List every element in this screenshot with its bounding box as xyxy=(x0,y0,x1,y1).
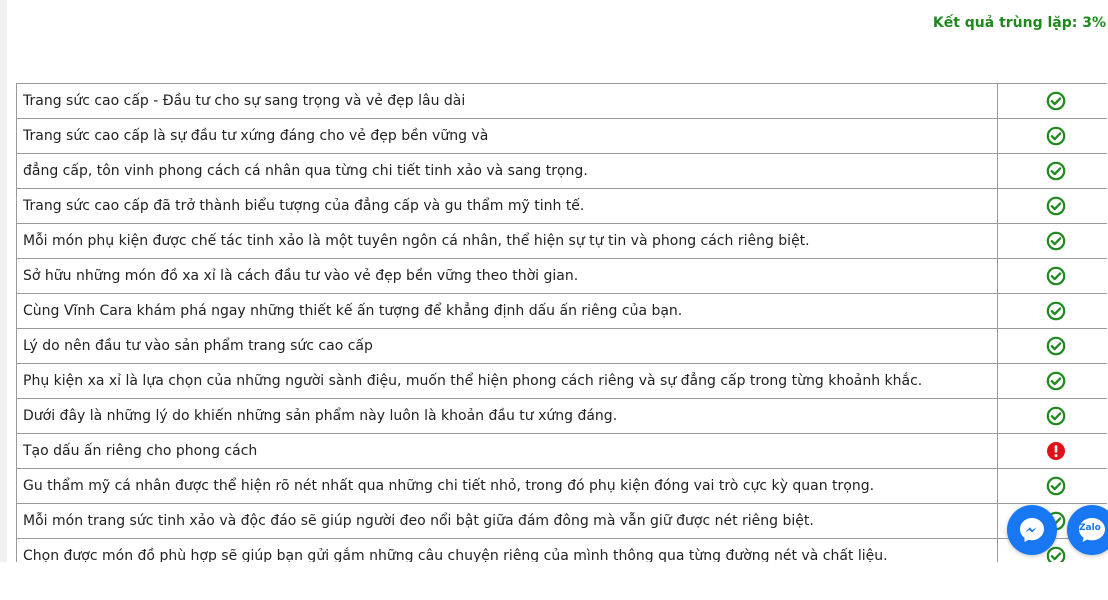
table-row xyxy=(17,294,1108,329)
sentence-text: đẳng cấp, tôn vinh phong cách cá nhân qua từng chi tiết tinh xảo và sang trọng. xyxy=(17,154,998,189)
check-circle-icon xyxy=(1046,161,1066,181)
messenger-icon xyxy=(1017,515,1047,545)
check-circle-icon xyxy=(1046,91,1066,111)
sentence-text: Trang sức cao cấp - Đầu tư cho sự sang trọng và vẻ đẹp lâu dài xyxy=(17,84,998,119)
table-row xyxy=(17,224,1108,259)
page-bottom-area xyxy=(0,562,1108,600)
sentence-status-cell xyxy=(998,469,1108,504)
table-row xyxy=(17,329,1108,364)
sentence-text: Trang sức cao cấp là sự đầu tư xứng đáng cho vẻ đẹp bền vững và xyxy=(17,119,998,154)
sentence-text: Gu thẩm mỹ cá nhân được thể hiện rõ nét nhất qua những chi tiết nhỏ, trong đó phụ kiện đóng vai trò cực kỳ quan trọng. xyxy=(17,469,998,504)
table-row xyxy=(17,434,1108,469)
sentence-status-cell xyxy=(998,189,1108,224)
sentence-text: Sở hữu những món đồ xa xỉ là cách đầu tư vào vẻ đẹp bền vững theo thời gian. xyxy=(17,259,998,294)
sentence-text: Trang sức cao cấp đã trở thành biểu tượng của đẳng cấp và gu thẩm mỹ tinh tế. xyxy=(17,189,998,224)
table-row xyxy=(17,259,1108,294)
check-circle-icon xyxy=(1046,266,1066,286)
table-row xyxy=(17,539,1108,563)
sentence-status-cell xyxy=(998,154,1108,189)
sentence-status-cell xyxy=(998,119,1108,154)
zalo-label: Zalo xyxy=(1079,523,1101,533)
exclamation-circle-icon xyxy=(1046,441,1066,461)
sentence-status-cell xyxy=(998,224,1108,259)
sentence-check-table-container xyxy=(16,83,1107,562)
duplicate-result-text: Kết quả trùng lặp: 3% xyxy=(932,15,1106,31)
check-circle-icon xyxy=(1046,476,1066,496)
sentence-text: Chọn được món đồ phù hợp sẽ giúp bạn gửi gắm những câu chuyện riêng của mình thông qua từng đường nét và chất liệu. xyxy=(17,539,998,563)
table-row xyxy=(17,504,1108,539)
sentence-check-table-body xyxy=(17,84,1108,563)
sentence-status-cell xyxy=(998,84,1108,119)
table-row xyxy=(17,84,1108,119)
check-circle-icon xyxy=(1046,126,1066,146)
sentence-text: Tạo dấu ấn riêng cho phong cách xyxy=(17,434,998,469)
check-circle-icon xyxy=(1046,301,1066,321)
table-row xyxy=(17,119,1108,154)
sentence-text: Mỗi món phụ kiện được chế tác tinh xảo là một tuyên ngôn cá nhân, thể hiện sự tự tin và phong cách riêng biệt. xyxy=(17,224,998,259)
sentence-status-cell xyxy=(998,259,1108,294)
check-circle-icon xyxy=(1046,406,1066,426)
sentence-text: Phụ kiện xa xỉ là lựa chọn của những người sành điệu, muốn thể hiện phong cách riêng và sự đẳng cấp trong từng khoảnh khắc. xyxy=(17,364,998,399)
sentence-status-cell xyxy=(998,294,1108,329)
check-circle-icon xyxy=(1046,196,1066,216)
sentence-status-cell xyxy=(998,364,1108,399)
check-circle-icon xyxy=(1046,371,1066,391)
table-row xyxy=(17,189,1108,224)
table-row xyxy=(17,364,1108,399)
check-circle-icon xyxy=(1046,336,1066,356)
table-row xyxy=(17,469,1108,504)
table-row xyxy=(17,154,1108,189)
messenger-chat-button[interactable] xyxy=(1007,505,1057,555)
sentence-check-table xyxy=(16,83,1107,562)
sentence-text: Cùng Vĩnh Cara khám phá ngay những thiết kế ấn tượng để khẳng định dấu ấn riêng của bạn. xyxy=(17,294,998,329)
sentence-text: Dưới đây là những lý do khiến những sản phẩm này luôn là khoản đầu tư xứng đáng. xyxy=(17,399,998,434)
table-row xyxy=(17,399,1108,434)
sentence-status-cell xyxy=(998,329,1108,364)
sentence-text: Lý do nên đầu tư vào sản phẩm trang sức cao cấp xyxy=(17,329,998,364)
left-edge-strip xyxy=(0,0,7,562)
check-circle-icon xyxy=(1046,231,1066,251)
sentence-status-cell xyxy=(998,399,1108,434)
sentence-status-cell xyxy=(998,434,1108,469)
sentence-text: Mỗi món trang sức tinh xảo và độc đáo sẽ giúp người đeo nổi bật giữa đám đông mà vẫn giữ được nét riêng biệt. xyxy=(17,504,998,539)
